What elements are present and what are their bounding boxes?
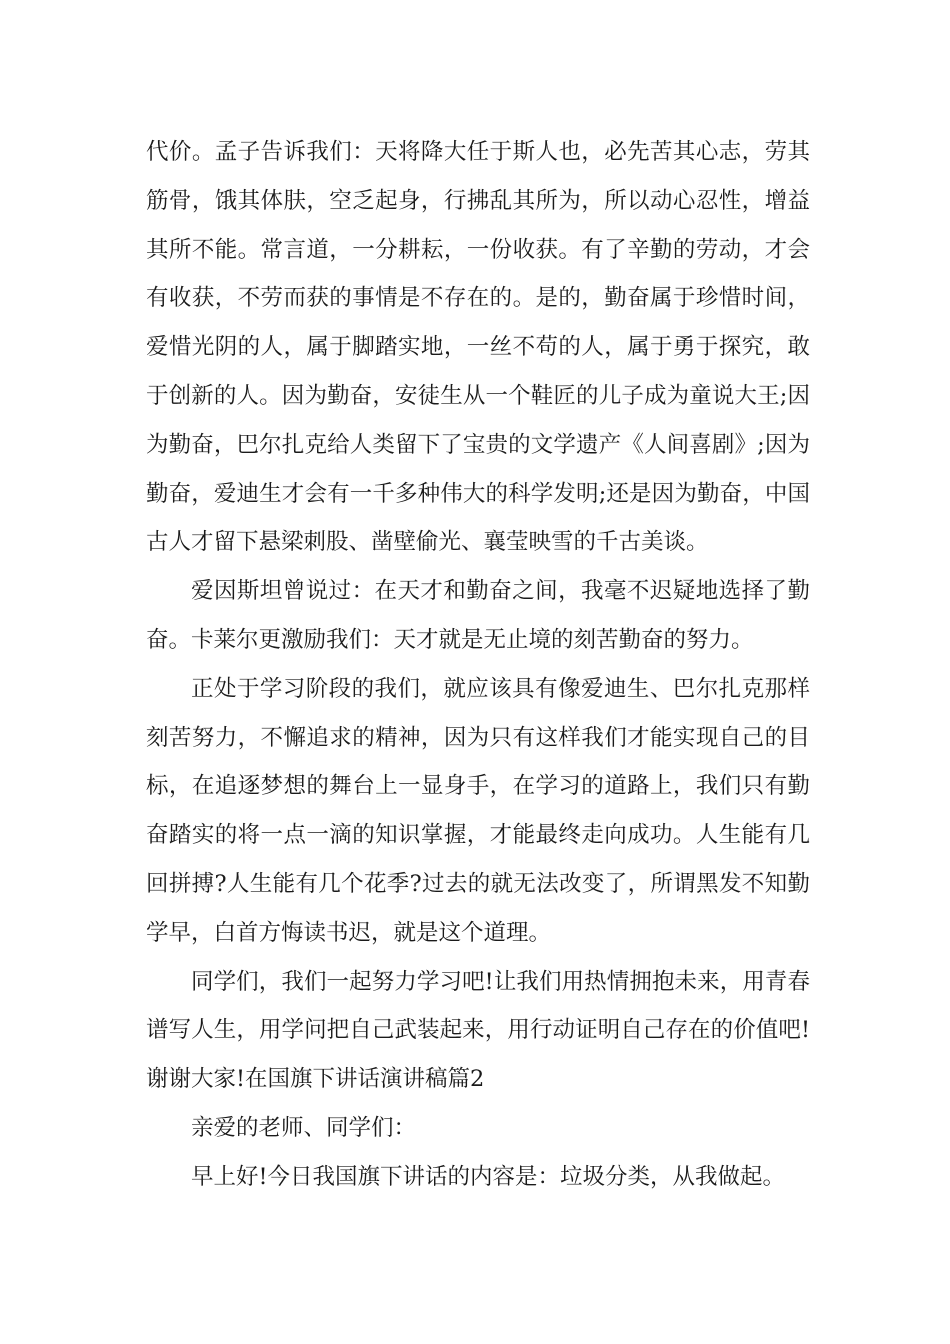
- paragraph-greeting-topic: 早上好!今日我国旗下讲话的内容是：垃圾分类，从我做起。: [191, 1163, 786, 1190]
- paragraph-study-stage: 正处于学习阶段的我们，就应该具有像爱迪生、巴尔扎克那样刻苦努力，不懈追求的精神，因为只有这样我们才能实现自己的目标，在追逐梦想的舞台上一显身手，在学习的道路上，我们只有勤奋踏实的将一点一滴的知识掌握，才能最终走向成功。人生能有几回拼搏?人生能有几个花季?过去的就无法改变了，所谓黑发不知勤学早，白首方悔读书迟，就是这个道理。: [146, 675, 810, 946]
- paragraph-closing-call: 同学们，我们一起努力学习吧!让我们用热情拥抱未来，用青春谱写人生，用学问把自己武装起来，用行动证明自己存在的价值吧!谢谢大家!在国旗下讲话演讲稿篇2: [146, 968, 810, 1093]
- paragraph-einstein-quote: 爱因斯坦曾说过：在天才和勤奋之间，我毫不迟疑地选择了勤奋。卡莱尔更激励我们：天才就是无止境的刻苦勤奋的努力。: [146, 578, 810, 653]
- paragraph-continuation-diligence: 代价。孟子告诉我们：天将降大任于斯人也，必先苦其心志，劳其筋骨，饿其体肤，空乏起身，行拂乱其所为，所以动心忍性，增益其所不能。常言道，一分耕耘，一份收获。有了辛勤的劳动，才会有收获，不劳而获的事情是不存在的。是的，勤奋属于珍惜时间，爱惜光阴的人，属于脚踏实地，一丝不苟的人，属于勇于探究，敢于创新的人。因为勤奋，安徒生从一个鞋匠的儿子成为童说大王;因为勤奋，巴尔扎克给人类留下了宝贵的文学遗产《人间喜剧》;因为勤奋，爱迪生才会有一千多种伟大的科学发明;还是因为勤奋，中国古人才留下悬梁刺股、凿壁偷光、襄莹映雪的千古美谈。: [146, 139, 810, 556]
- paragraph-salutation: 亲爱的老师、同学们：: [191, 1114, 417, 1141]
- document-body: [146, 128, 810, 1202]
